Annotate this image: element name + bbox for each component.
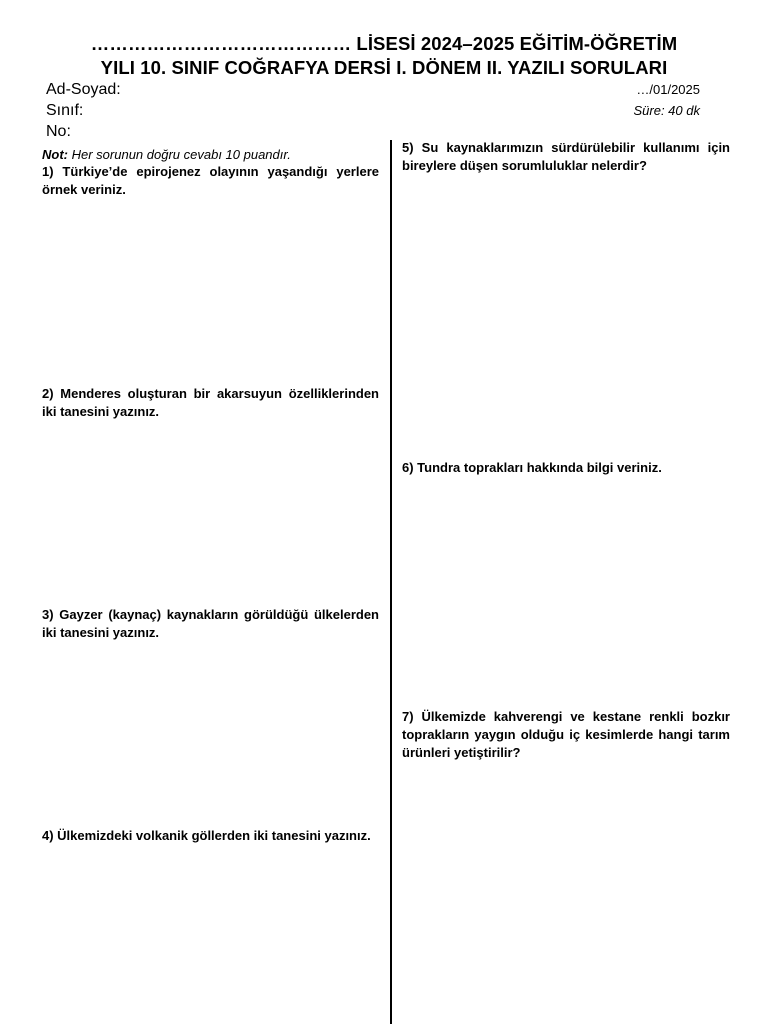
exam-date: …/01/2025 [636, 82, 700, 97]
question-6: 6) Tundra toprakları hakkında bilgi veriniz. [402, 460, 662, 475]
exam-duration: Süre: 40 dk [633, 103, 700, 118]
question-3: 3) Gayzer (kaynaç) kaynakların görüldüğü ülkelerden iki tanesini yazınız. [42, 607, 379, 640]
exam-title-line-2: YILI 10. SINIF COĞRAFYA DERSİ I. DÖNEM II. YAZILI SORULARI [100, 57, 668, 78]
question-7: 7) Ülkemizde kahverengi ve kestane renkli bozkır toprakların yaygın olduğu iç kesimlerde hangi tarım ürünleri yetiştirilir? [402, 709, 730, 760]
class-label: Sınıf: [46, 102, 84, 119]
note-text: Her sorunun doğru cevabı 10 puandır. [68, 147, 291, 162]
name-label: Ad-Soyad: [46, 81, 121, 98]
column-divider [390, 140, 392, 1024]
scoring-note [42, 147, 291, 163]
question-1: 1) Türkiye’de epirojenez olayının yaşandığı yerlere örnek veriniz. [42, 164, 379, 197]
exam-title-line-1: …………………………………… LİSESİ 2024–2025 EĞİTİM-ÖĞRETİM [90, 33, 678, 54]
question-4: 4) Ülkemizdeki volkanik göllerden iki tanesini yazınız. [42, 828, 371, 843]
question-5: 5) Su kaynaklarımızın sürdürülebilir kullanımı için bireylere düşen sorumluluklar nelerdir? [402, 140, 730, 173]
question-2: 2) Menderes oluşturan bir akarsuyun özelliklerinden iki tanesini yazınız. [42, 386, 379, 419]
note-label: Not: [42, 147, 68, 162]
number-label: No: [46, 123, 71, 140]
